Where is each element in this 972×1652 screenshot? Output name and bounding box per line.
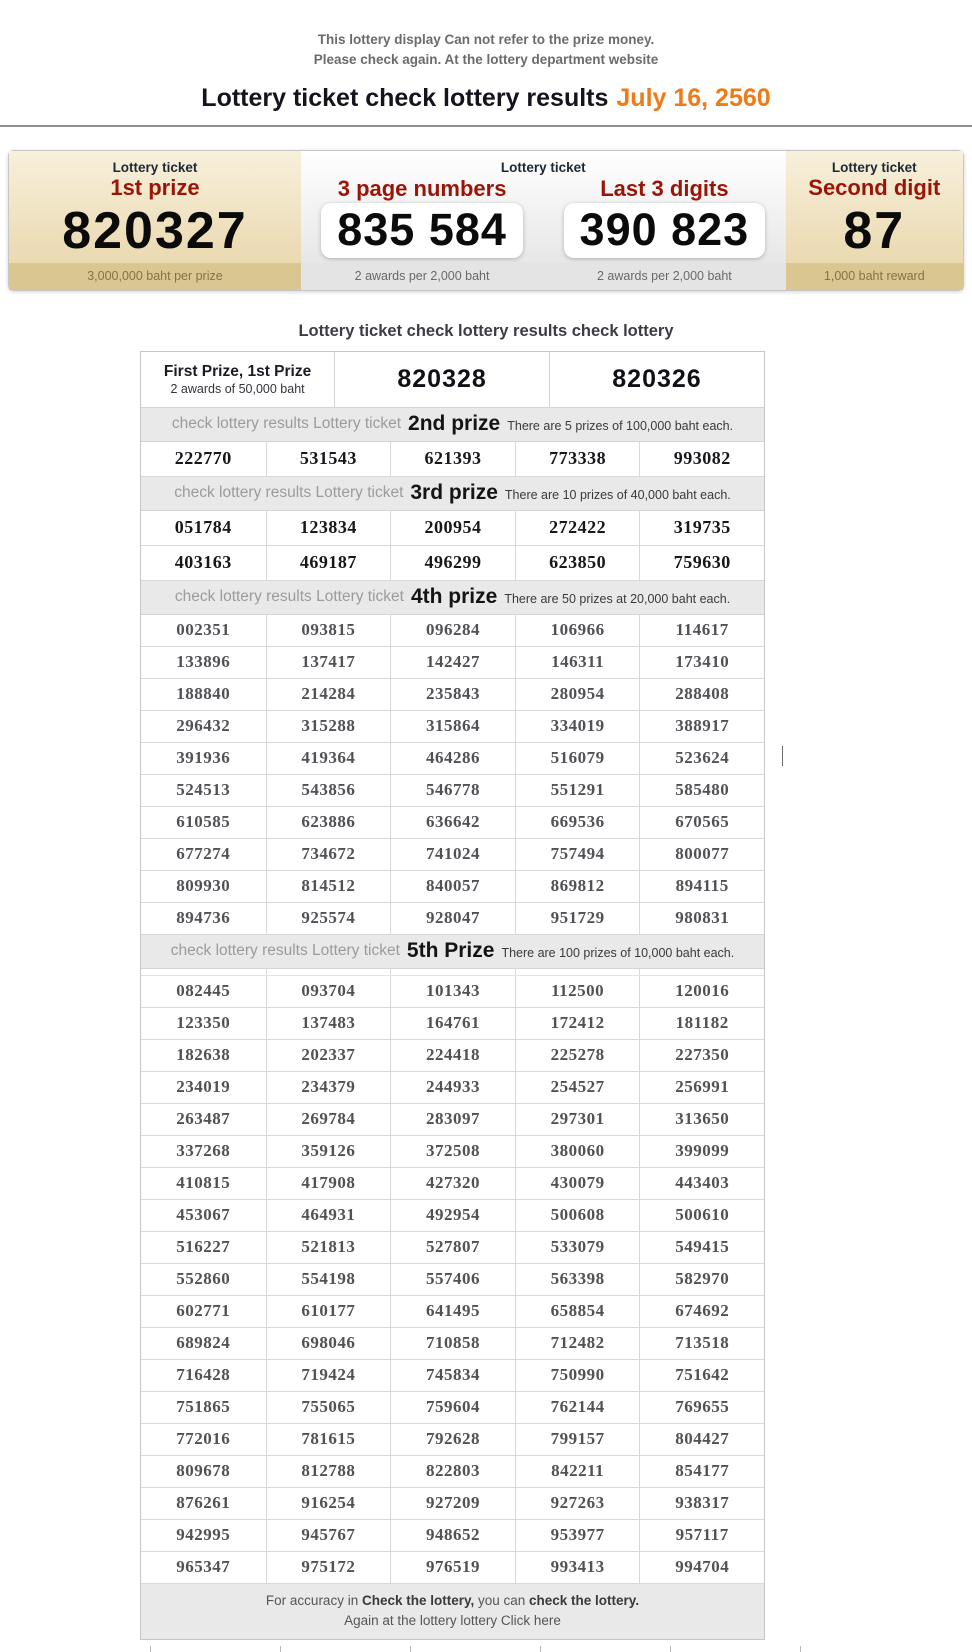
prize-number: 689824 [176,1332,231,1352]
last-three-note: 2 awards per 2,000 baht [596,269,732,283]
prize-number: 716428 [176,1364,231,1384]
prize-number: 082445 [176,980,231,1000]
prize-number: 527807 [390,1232,515,1263]
prize-number: 734672 [266,839,391,870]
prize-number: 641495 [390,1296,515,1327]
footer-bold-text: Check the lottery, [361,1592,475,1608]
prize-number: 419364 [266,743,391,774]
prize-number: 713518 [639,1328,764,1359]
two-digit-note: 1,000 baht reward [786,263,963,290]
prize-number: 951729 [515,903,640,934]
prize-number: 114617 [639,615,764,646]
prize-number: 403163 [174,551,232,572]
prize-number: 854177 [639,1456,764,1487]
prize-number-row [141,511,764,546]
section-info: There are 50 prizes at 20,000 baht each. [504,591,731,606]
two-digit-panel [786,151,963,290]
prize-number: 399099 [639,1136,764,1167]
prize-number: 500608 [515,1200,640,1231]
next-table-top-sliver [150,1646,972,1652]
section-name: 4th prize [410,585,498,608]
first-prize-row-title: First Prize, 1st Prize [163,362,312,380]
prize-number: 759630 [639,546,764,580]
prize-number: 334019 [515,711,640,742]
prize-number: 772016 [176,1428,231,1448]
prize-number: 464286 [390,743,515,774]
first-prize-number: 820327 [62,201,248,260]
prize-number: 925574 [266,903,391,934]
prize-number: 254527 [515,1072,640,1103]
prize-number: 869812 [515,871,640,902]
prize-number: 464931 [266,1200,391,1231]
prize-number: 994704 [639,1552,764,1583]
prize-number: 623886 [266,807,391,838]
prize-number: 533079 [515,1232,640,1263]
section-info: There are 100 prizes of 10,000 baht each. [501,945,735,960]
disclaimer-line-2: Please check again. At the lottery department website [313,52,659,68]
prize-number: 337268 [176,1140,231,1160]
prize-number-row [141,1072,764,1104]
prize-number-row [141,1008,764,1040]
prize-number: 812788 [266,1456,391,1487]
prize-number: 112500 [515,976,640,1007]
prize-number: 965347 [176,1556,231,1576]
prize-number: 523624 [639,743,764,774]
section-info: There are 5 prizes of 100,000 baht each. [507,418,734,433]
prize-number: 164761 [390,1008,515,1039]
last-three-column [543,176,785,259]
prize-number: 670565 [639,807,764,838]
prize-number: 781615 [266,1424,391,1455]
prize-number: 173410 [639,647,764,678]
prize-number-row [141,647,764,679]
accuracy-footer-line-1 [141,1591,764,1611]
first-prize-heading: 1st prize [110,174,200,200]
section-prefix: check lottery results Lottery ticket [171,415,402,432]
prize-number: 554198 [266,1264,391,1295]
prize-number: 669536 [515,807,640,838]
accuracy-footer [141,1584,764,1640]
prize-number: 380060 [515,1136,640,1167]
first-prize-row-subtitle: 2 awards of 50,000 baht [170,381,305,396]
prize-number: 531543 [266,442,391,476]
prize-number: 610177 [266,1296,391,1327]
prize-number: 093815 [266,615,391,646]
prize-number: 976519 [390,1552,515,1583]
top-prizes-banner [8,150,964,291]
prize-number: 269784 [266,1104,391,1135]
three-digit-panel [301,151,786,290]
prize-number: 809678 [176,1460,231,1480]
prize-number: 492954 [390,1200,515,1231]
prize-number: 315288 [266,711,391,742]
prize-number: 469187 [266,546,391,580]
prize-number: 948652 [390,1520,515,1551]
three-digit-columns [301,176,786,259]
prize-number: 427320 [390,1168,515,1199]
prize-number: 093704 [266,976,391,1007]
prize-number: 319735 [639,511,764,545]
prize-number-row [141,546,764,581]
front-three-column [301,176,543,259]
prize-number-row [141,807,764,839]
footer-bold-text: check the lottery. [529,1592,640,1608]
prize-number: 372508 [390,1136,515,1167]
third-prize-numbers [141,511,764,581]
second-prize-header [141,408,764,442]
prize-number: 759604 [390,1392,515,1423]
prize-number: 172412 [515,1008,640,1039]
prize-number: 272422 [515,511,640,545]
prize-number-row [141,903,764,935]
prize-number: 051784 [174,516,232,537]
prize-number: 137483 [266,1008,391,1039]
results-table [140,351,765,1641]
prize-number: 123350 [176,1012,231,1032]
page-title-text: Lottery ticket check lottery results [201,83,609,112]
prize-number: 234379 [266,1072,391,1103]
prize-number: 227350 [639,1040,764,1071]
prize-number: 417908 [266,1168,391,1199]
fifth-prize-header [141,935,764,969]
front-three-note: 2 awards per 2,000 baht [354,269,490,283]
prize-number-row [141,775,764,807]
prize-number: 313650 [639,1104,764,1135]
results-table-title: Lottery ticket check lottery results check lottery [298,321,674,340]
prize-number-row [141,711,764,743]
prize-number-row [141,976,764,1008]
footer-text: For accuracy in [265,1592,362,1608]
section-name: 3rd prize [410,481,498,504]
section-prefix: check lottery results Lottery ticket [170,942,400,959]
prize-number: 524513 [176,779,231,799]
prize-number: 928047 [390,903,515,934]
first-prize-panel [9,151,301,290]
prize-number: 945767 [266,1520,391,1551]
prize-number: 822803 [390,1456,515,1487]
prize-number: 762144 [515,1392,640,1423]
prize-number: 182638 [176,1044,231,1064]
prize-number: 745834 [390,1360,515,1391]
front-three-heading: 3 page numbers [337,175,507,201]
footer-text: you can [474,1592,530,1608]
fourth-prize-numbers [141,615,764,935]
last-three-number: 390 823 [564,203,766,258]
prize-number: 549415 [639,1232,764,1263]
prize-number: 142427 [390,647,515,678]
lottery-ticket-label: Lottery ticket [831,159,917,175]
prize-number-row [141,1456,764,1488]
prize-number: 315864 [390,711,515,742]
prize-number: 773338 [515,442,640,476]
prize-number: 002351 [176,619,231,639]
prize-number: 953977 [515,1520,640,1551]
prize-number: 516227 [176,1236,231,1256]
prize-number: 557406 [390,1264,515,1295]
prize-number: 876261 [176,1492,231,1512]
prize-number: 804427 [639,1424,764,1455]
prize-number: 543856 [266,775,391,806]
prize-number-row [141,1328,764,1360]
prize-number: 751865 [176,1396,231,1416]
section-info: There are 10 prizes of 40,000 baht each. [504,487,731,502]
prize-number: 181182 [639,1008,764,1039]
prize-number: 927263 [515,1488,640,1519]
prize-number: 942995 [176,1524,231,1544]
prize-number: 359126 [266,1136,391,1167]
first-prize-row [141,352,764,408]
prize-number: 137417 [266,647,391,678]
prize-number-row [141,1552,764,1584]
prize-number: 712482 [515,1328,640,1359]
prize-number: 202337 [266,1040,391,1071]
prize-number: 800077 [639,839,764,870]
first-prize-note: 3,000,000 baht per prize [9,263,301,290]
prize-number: 755065 [266,1392,391,1423]
prize-number: 283097 [390,1104,515,1135]
first-prize-row-label [141,352,334,407]
spacer-row [141,969,764,976]
prize-number: 993413 [515,1552,640,1583]
section-prefix: check lottery results Lottery ticket [174,588,404,605]
prize-number-row [141,1232,764,1264]
prize-number: 123834 [266,511,391,545]
two-digit-heading: Second digit [808,174,941,200]
prize-number: 610585 [176,811,231,831]
prize-number: 500610 [639,1200,764,1231]
prize-number-row [141,1264,764,1296]
prize-number: 551291 [515,775,640,806]
prize-number: 894115 [639,871,764,902]
accuracy-footer-line-2 [141,1611,764,1631]
prize-number-row [141,1168,764,1200]
lottery-ticket-label: Lottery ticket [500,159,586,175]
prize-number: 516079 [515,743,640,774]
prize-number: 222770 [174,447,232,468]
prize-number: 894736 [176,907,231,927]
prize-number-row [141,1488,764,1520]
prize-number: 698046 [266,1328,391,1359]
prize-number: 234019 [176,1076,231,1096]
prize-number: 225278 [515,1040,640,1071]
prize-number: 388917 [639,711,764,742]
prize-number-row [141,871,764,903]
prize-number-row [141,1424,764,1456]
prize-number-row [141,1296,764,1328]
prize-number-row [141,1520,764,1552]
prize-number: 214284 [266,679,391,710]
two-digit-number: 87 [843,201,906,260]
section-name: 2nd prize [408,412,501,435]
section-name: 5th Prize [406,939,495,962]
prize-number: 809930 [176,875,231,895]
prize-number: 799157 [515,1424,640,1455]
prize-number: 842211 [515,1456,640,1487]
prize-number: 751642 [639,1360,764,1391]
third-prize-header [141,477,764,511]
front-three-number: 835 584 [321,203,523,258]
prize-number: 582970 [639,1264,764,1295]
disclaimer-line-1: This lottery display Can not refer to the prize money. [317,32,655,47]
fourth-prize-header [141,581,764,615]
prize-number: 750990 [515,1360,640,1391]
prize-number-row [141,1360,764,1392]
prize-number: 146311 [515,647,640,678]
prize-number: 563398 [515,1264,640,1295]
prize-number: 916254 [266,1488,391,1519]
prize-number: 623850 [515,546,640,580]
prize-number: 453067 [176,1204,231,1224]
prize-number: 677274 [176,843,231,863]
prize-number: 658854 [515,1296,640,1327]
prize-number: 106966 [515,615,640,646]
prize-number: 101343 [390,976,515,1007]
prize-number: 297301 [515,1104,640,1135]
prize-number-row [141,615,764,647]
three-digit-notes [301,263,786,290]
prize-number: 496299 [390,546,515,580]
prize-number: 200954 [390,511,515,545]
draw-date: July 16, 2560 [616,83,771,112]
prize-number: 769655 [639,1392,764,1423]
prize-number-row [141,1200,764,1232]
prize-number-row [141,442,764,477]
first-prize-near-number: 820328 [334,352,549,407]
prize-number: 235843 [390,679,515,710]
prize-number: 546778 [390,775,515,806]
second-prize-numbers [141,442,764,477]
prize-number: 443403 [639,1168,764,1199]
fifth-prize-numbers [141,976,764,1584]
page-title [0,84,972,127]
prize-number: 674692 [639,1296,764,1327]
prize-number: 757494 [515,839,640,870]
prize-number: 710858 [390,1328,515,1359]
prize-number-row [141,679,764,711]
prize-number: 296432 [176,715,231,735]
first-prize-near-number: 820326 [549,352,764,407]
prize-number: 244933 [390,1072,515,1103]
prize-number: 280954 [515,679,640,710]
prize-number-row [141,1392,764,1424]
prize-number: 719424 [266,1360,391,1391]
footer-text: Again at the lottery lottery [344,1612,501,1628]
prize-number: 430079 [515,1168,640,1199]
prize-number-row [141,1040,764,1072]
prize-number: 410815 [176,1172,231,1192]
prize-number: 096284 [390,615,515,646]
prize-number: 391936 [176,747,231,767]
stray-text-cursor-artifact [782,746,783,766]
prize-number-row [141,1104,764,1136]
prize-number: 224418 [390,1040,515,1071]
prize-number: 621393 [390,442,515,476]
prize-number: 975172 [266,1552,391,1583]
prize-number: 980831 [639,903,764,934]
prize-number: 585480 [639,775,764,806]
prize-number: 840057 [390,871,515,902]
prize-number: 957117 [639,1520,764,1551]
prize-number: 120016 [639,976,764,1007]
prize-number: 927209 [390,1488,515,1519]
prize-number: 602771 [176,1300,231,1320]
prize-number: 188840 [176,683,231,703]
prize-number: 521813 [266,1232,391,1263]
prize-number: 256991 [639,1072,764,1103]
prize-number: 133896 [176,651,231,671]
prize-number: 741024 [390,839,515,870]
last-three-heading: Last 3 digits [600,175,729,201]
lottery-ticket-label: Lottery ticket [112,159,198,175]
prize-number-row [141,839,764,871]
prize-number-row [141,1136,764,1168]
prize-number: 288408 [639,679,764,710]
disclaimer-text [0,30,972,71]
prize-number: 814512 [266,871,391,902]
prize-number: 263487 [176,1108,231,1128]
prize-number-row [141,743,764,775]
prize-number: 993082 [639,442,764,476]
prize-number: 938317 [639,1488,764,1519]
click-here-link[interactable]: Click here [500,1612,561,1628]
section-prefix: check lottery results Lottery ticket [174,484,404,501]
prize-number: 792628 [390,1424,515,1455]
prize-number: 636642 [390,807,515,838]
prize-number: 552860 [176,1268,231,1288]
